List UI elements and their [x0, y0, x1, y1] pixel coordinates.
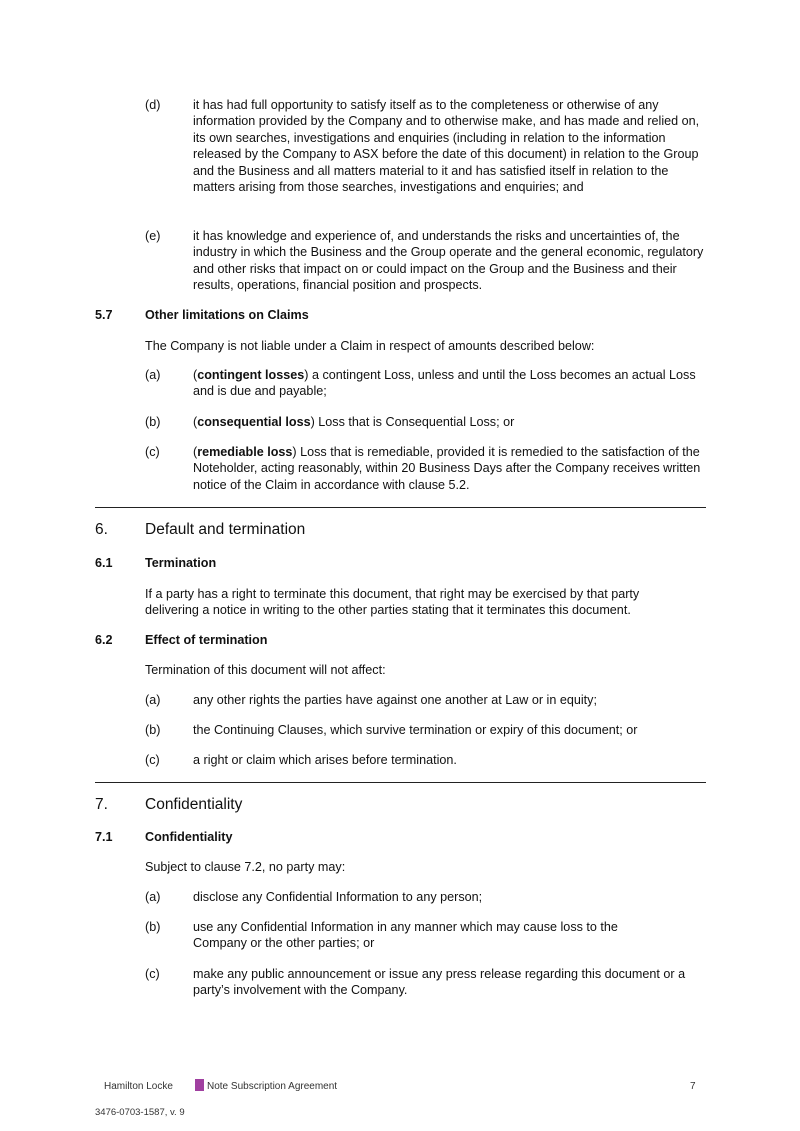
defined-term: consequential loss: [197, 415, 311, 429]
section-divider: [95, 507, 706, 508]
item-label: (b): [145, 723, 161, 737]
item-label: (a): [145, 890, 161, 904]
section-title: Confidentiality: [145, 796, 243, 813]
item-text: use any Confidential Information in any manner which may cause loss to the Company or the other parties; or: [193, 920, 618, 951]
paragraph: Termination of this document will not affect:: [145, 663, 386, 677]
item-body: ) Loss that is Consequential Loss; or: [310, 415, 515, 429]
item-text: the Continuing Clauses, which survive termination or expiry of this document; or: [193, 723, 638, 737]
footer-title-text: Note Subscription Agreement: [207, 1081, 338, 1092]
item-label: (b): [145, 415, 161, 429]
item-text: (remediable loss) Loss that is remediable, provided it is remedied to the satisfaction of the Noteholder, acting reasonably, within 20 Business Days after the Company receives written notice of the Claim in accordance with clause 5.2.: [193, 445, 701, 492]
section-number: 6.: [95, 521, 108, 538]
footer-firm: Hamilton Locke: [104, 1081, 173, 1092]
item-text: (contingent losses) a contingent Loss, unless and until the Loss becomes an actual Loss and is due and payable;: [193, 368, 696, 399]
item-label: (c): [145, 967, 160, 981]
item-label: (b): [145, 920, 161, 934]
item-label: (e): [145, 229, 161, 243]
section-number: 7.: [95, 796, 108, 813]
item-body: ) a contingent Loss, unless and until the Loss becomes an actual Loss and is due and payable;: [193, 368, 696, 399]
item-text: any other rights the parties have against one another at Law or in equity;: [193, 693, 597, 707]
item-text: disclose any Confidential Information to any person;: [193, 890, 483, 904]
section-divider: [95, 782, 706, 783]
item-text: a right or claim which arises before termination.: [193, 753, 457, 767]
section-number: 7.1: [95, 830, 113, 844]
section-number: 5.7: [95, 308, 113, 322]
item-label: (d): [145, 98, 161, 112]
paragraph: The Company is not liable under a Claim in respect of amounts described below:: [145, 339, 595, 353]
item-body: ) Loss that is remediable, provided it is remedied to the satisfaction of the Noteholder, acting reasonably, within 20 Business Days after the Company receives written notice of the Claim in accordance with clause 5.2.: [193, 445, 701, 492]
item-text: make any public announcement or issue any press release regarding this document or a party’s involvement with the Company.: [193, 967, 686, 998]
paragraph: Subject to clause 7.2, no party may:: [145, 860, 346, 874]
item-text: it has had full opportunity to satisfy itself as to the completeness or otherwise of any information provided by the Company and to otherwise make, and has made and relied on, its own searches, investigations and enquiries (including in relation to the information released by the Company to ASX before the date of this document) in relation to the Group and the Business and all matters material to it and has satisfied itself in relation to the matters arising from those searches, investigations and enquiries; and: [193, 98, 700, 195]
page-number: 7: [690, 1081, 696, 1092]
document-id: 3476-0703-1587, v. 9: [95, 1107, 185, 1118]
paragraph: If a party has a right to terminate this document, that right may be exercised by that party delivering a notice in writing to the other parties stating that it terminates this document.: [145, 587, 640, 618]
section-number: 6.2: [95, 633, 113, 647]
item-label: (c): [145, 445, 160, 459]
section-number: 6.1: [95, 556, 113, 570]
item-label: (a): [145, 693, 161, 707]
section-heading: Other limitations on Claims: [145, 308, 309, 322]
section-heading: Termination: [145, 556, 217, 570]
section-heading: Effect of termination: [145, 633, 268, 647]
section-heading: Confidentiality: [145, 830, 233, 844]
section-title: Default and termination: [145, 521, 306, 538]
defined-term: contingent losses: [197, 368, 305, 382]
item-text: (consequential loss) Loss that is Consequential Loss; or: [193, 415, 515, 429]
item-label: (a): [145, 368, 161, 382]
brand-marker-icon: [195, 1079, 204, 1091]
defined-term: remediable loss: [197, 445, 293, 459]
footer-title: [195, 1079, 337, 1095]
item-text: it has knowledge and experience of, and understands the risks and uncertainties of, the industry in which the Business and the Group operate and the general economic, regulatory and other risks that impact on or could impact on the Group and the Business and their results, operations, financial position and prospects.: [193, 229, 704, 293]
item-label: (c): [145, 753, 160, 767]
